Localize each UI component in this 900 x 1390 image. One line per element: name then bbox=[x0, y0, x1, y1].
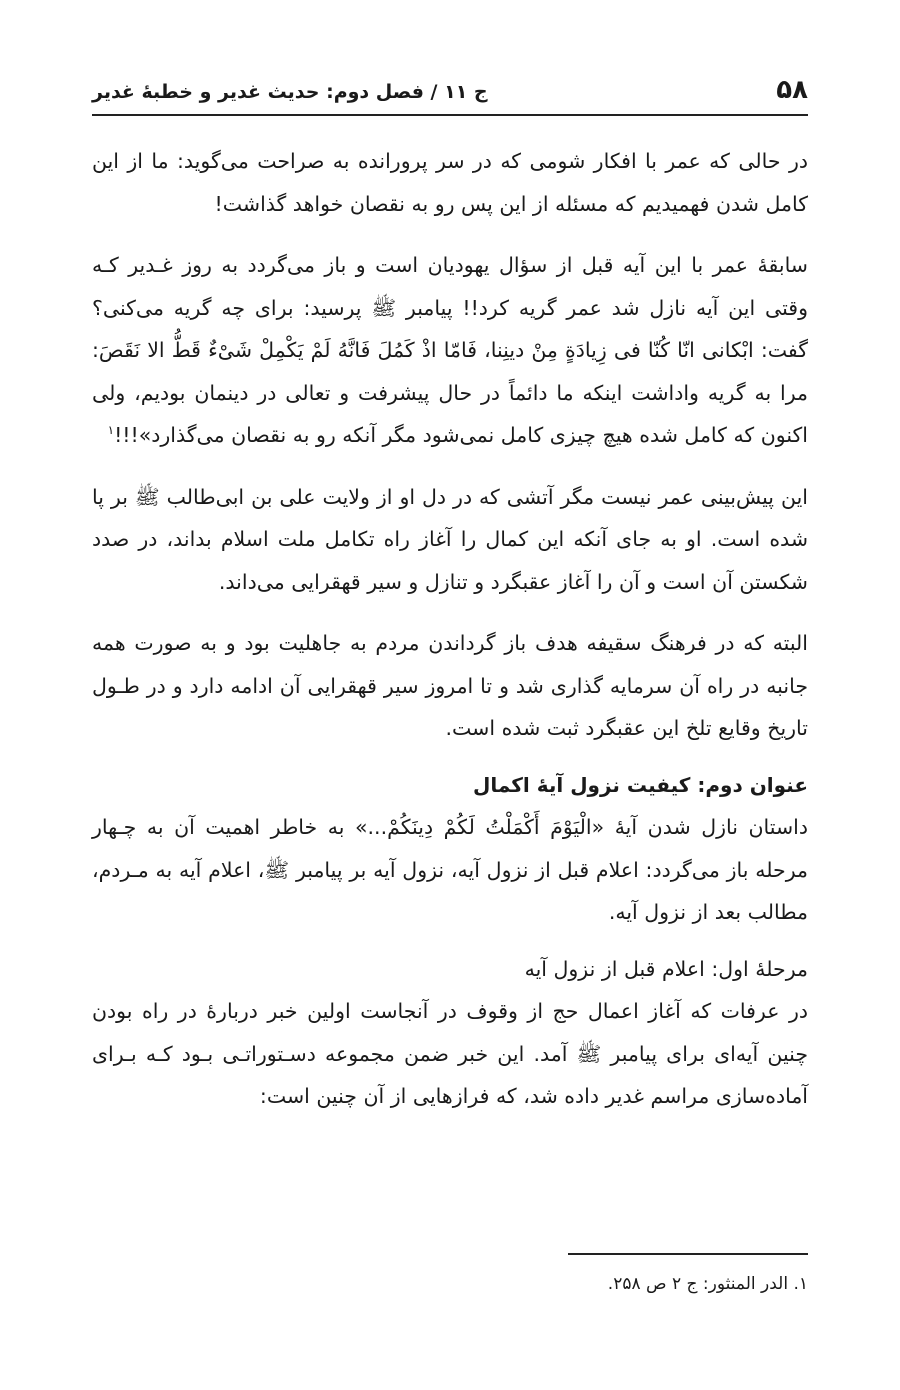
page-number: ۵۸ bbox=[776, 75, 808, 105]
page-body bbox=[92, 140, 808, 1118]
paragraph-text: سابقهٔ عمر با این آیه قبل از سؤال یهودیان است و باز می‌گردد به روز غـدیر کـه وقتی این آیه نازل شد عمر گریه کرد!! پیامبر ﷺ پرسید: برای چه گریه می‌کنی؟ گفت: ابْکانی انّا کُنّا فی زِیادَةٍ مِنْ دینِنا، فَامّا اذْ کَمُلَ فَانَّهُ لَمْ یَکْمِلْ شَیْءٌ قَطُّ الا نَقَصَ: مرا به گریه واداشت اینکه ما دائماً در حال پیشرفت و تعالی در دینمان بودیم، ولی اکنون که کامل شده هیچ چیزی کامل نمی‌شود مگر آنکه رو به نقصان می‌گذارد»!!! bbox=[92, 253, 808, 447]
paragraph bbox=[92, 244, 808, 457]
stage-title: مرحلهٔ اول: اعلام قبل از نزول آیه bbox=[524, 956, 808, 981]
book-page bbox=[92, 0, 808, 1390]
page-header bbox=[92, 74, 808, 116]
footnote-divider bbox=[568, 1253, 808, 1255]
paragraph: این پیش‌بینی عمر نیست مگر آتشی که در دل او از ولایت علی بن ابی‌طالب ﷺ بر پا شده است. او به جای آنکه این کمال را آغاز راه تکامل ملت اسلام بداند، در صدد شکستن آن است و آن را آغاز عقبگرد و تنازل و سیر قهقرایی می‌داند. bbox=[92, 484, 808, 594]
running-title: ج ۱۱ / فصل دوم: حدیث غدیر و خطبهٔ غدیر bbox=[92, 81, 488, 103]
section-heading: عنوان دوم: کیفیت نزول آیهٔ اکمال bbox=[473, 772, 808, 797]
paragraph: در حالی که عمر با افکار شومی که در سر پرورانده به صراحت می‌گوید: ما از این کامل شدن فهمیدیم که مسئله از این پس رو به نقصان خواهد گذاشت! bbox=[92, 149, 808, 216]
paragraph: البته که در فرهنگ سقیفه هدف باز گرداندن مردم به جاهلیت بود و به صورت همه جانبه در راه آن سرمایه گذاری شد و تا امروز سیر قهقرایی آن ادامه دارد و در طـول تاریخ وقایع تلخ این عقبگرد ثبت شده است. bbox=[92, 631, 808, 740]
section-paragraph: داستان نازل شدن آیهٔ «الْیَوْمَ أَکْمَلْتُ لَکُمْ دِینَکُمْ...» به خاطر اهمیت آن به چـهار مرحله باز می‌گردد: اعلام قبل از نزول آیه، نزول آیه بر پیامبر ﷺ، اعلام آیه به مـردم، مطالب بعد از نزول آیه. bbox=[92, 815, 808, 924]
footnote-marker: ۱ bbox=[107, 423, 115, 438]
footnote: ۱. الدر المنثور: ج ۲ ص ۲۵۸. bbox=[607, 1274, 808, 1294]
stage-paragraph: در عرفات که آغاز اعمال حج از وقوف در آنجاست اولین خبر دربارهٔ در راه بودن چنین آیه‌ای برای پیامبر ﷺ آمد. این خبر ضمن مجموعه دسـتوراتـی بـود کـه بـرای آماده‌سازی مراسم غدیر داده شد، که فرازهایی از آن چنین است: bbox=[92, 999, 808, 1108]
